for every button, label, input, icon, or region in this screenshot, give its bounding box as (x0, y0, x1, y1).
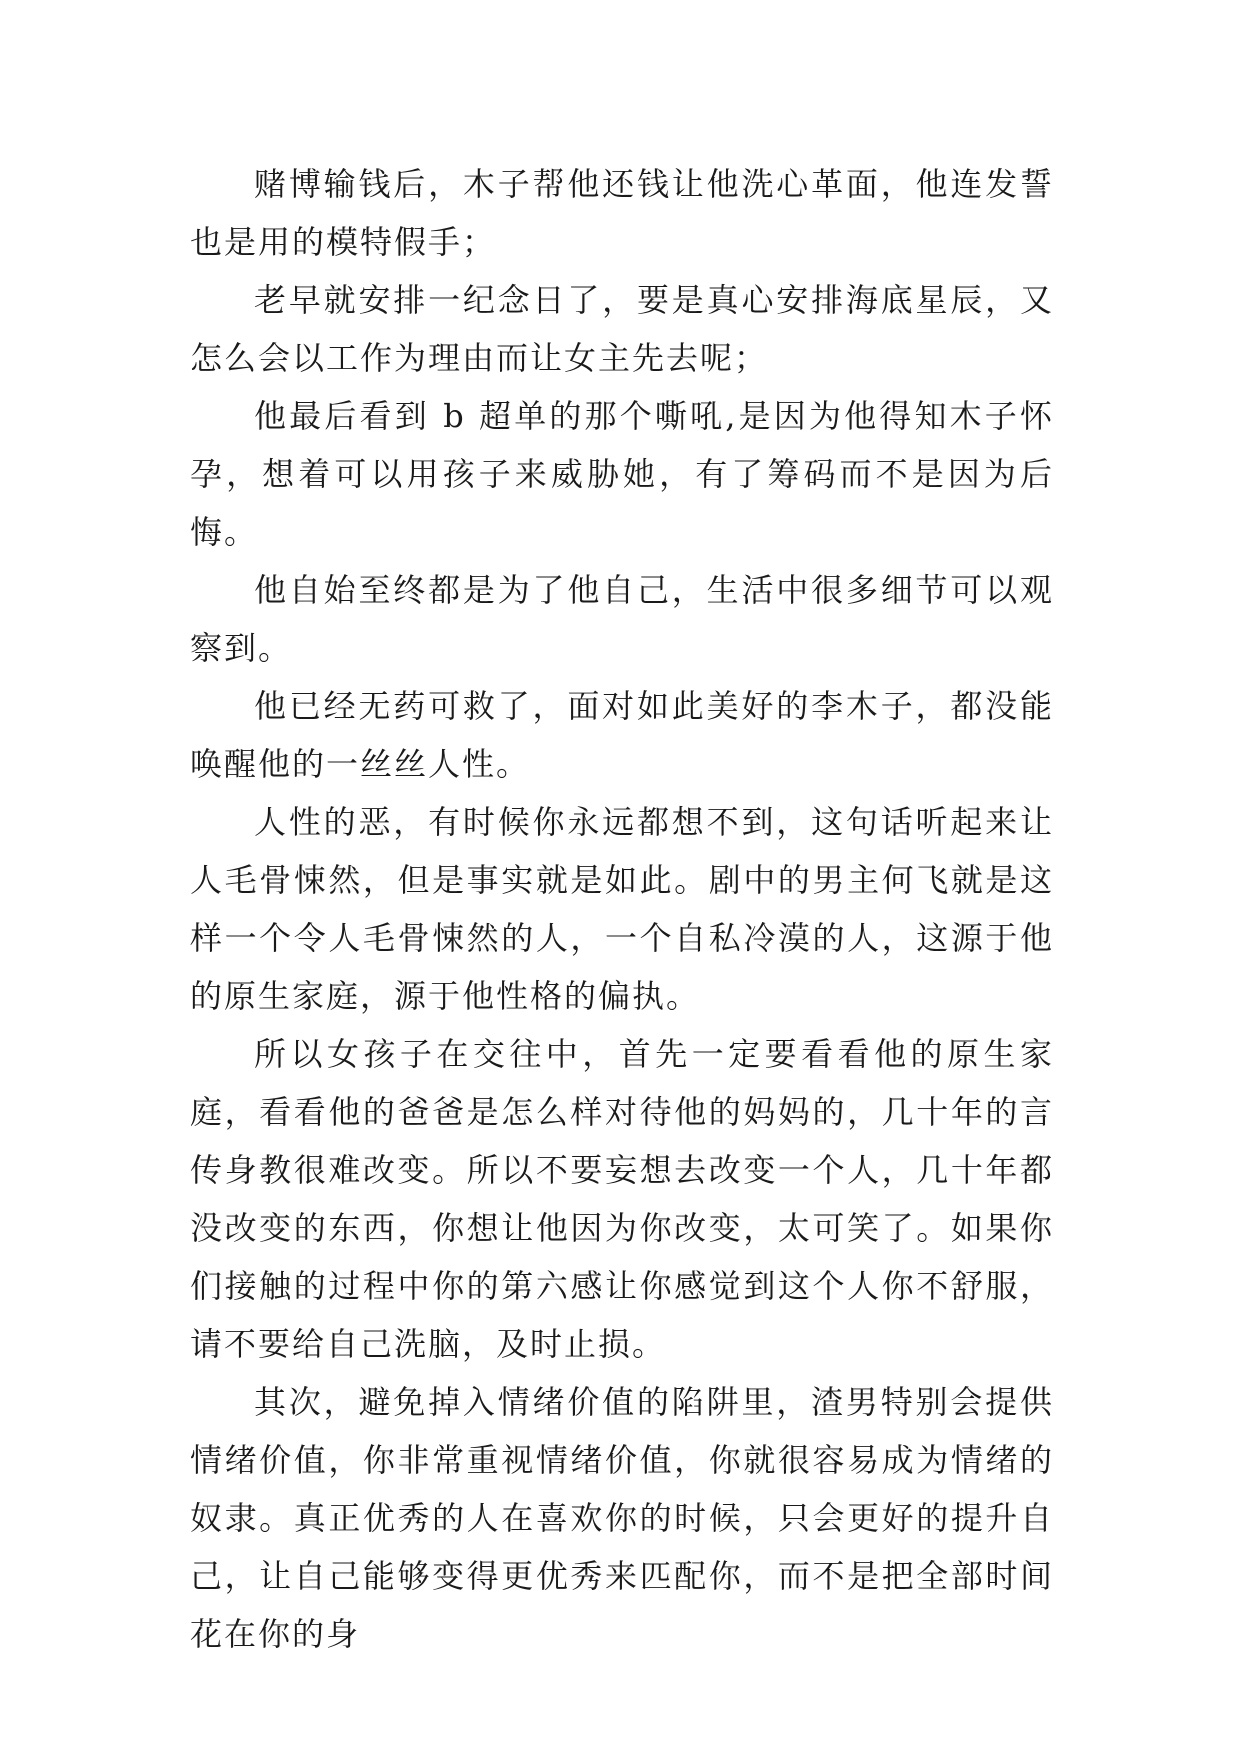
paragraph-1: 赌博输钱后，木子帮他还钱让他洗心革面，他连发誓也是用的模特假手； (190, 165, 1054, 261)
paragraph-7: 所以女孩子在交往中，首先一定要看看他的原生家庭，看看他的爸爸是怎么样对待他的妈妈的，几十年的言传身教很难改变。所以不要妄想去改变一个人，几十年都没改变的东西，你想让他因为你改变，太可笑了。如果你们接触的过程中你的第六感让你感觉到这个人你不舒服，请不要给自己洗脑，及时止损。 (190, 1035, 1054, 1363)
paragraph-3: 他最后看到 b 超单的那个嘶吼,是因为他得知木子怀孕，想着可以用孩子来威胁她，有了筹码而不是因为后悔。 (190, 397, 1054, 551)
paragraph-6: 人性的恶，有时候你永远都想不到，这句话听起来让人毛骨悚然，但是事实就是如此。剧中的男主何飞就是这样一个令人毛骨悚然的人，一个自私冷漠的人，这源于他的原生家庭，源于他性格的偏执。 (190, 803, 1054, 1015)
paragraph-8: 其次，避免掉入情绪价值的陷阱里，渣男特别会提供情绪价值，你非常重视情绪价值，你就很容易成为情绪的奴隶。真正优秀的人在喜欢你的时候，只会更好的提升自己，让自己能够变得更优秀来匹配你，而不是把全部时间花在你的身 (190, 1383, 1054, 1653)
paragraph-5: 他已经无药可救了，面对如此美好的李木子，都没能唤醒他的一丝丝人性。 (190, 687, 1054, 783)
paragraph-2: 老早就安排一纪念日了，要是真心安排海底星辰，又怎么会以工作为理由而让女主先去呢； (190, 281, 1054, 377)
document-body (190, 155, 1054, 1663)
paragraph-4: 他自始至终都是为了他自己，生活中很多细节可以观察到。 (190, 571, 1054, 667)
